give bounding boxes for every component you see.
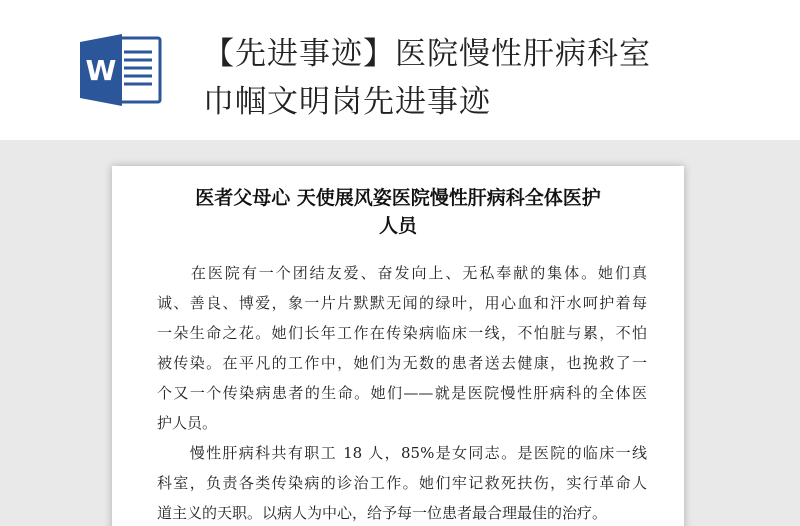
page-title-line-2: 巾帼文明岗先进事迹	[203, 84, 491, 120]
page-title-line-1: 【先进事迹】医院慢性肝病科室	[203, 36, 651, 72]
paragraph-line: 科室，负责各类传染病的诊治工作。她们牢记救死扶伤，实行革命人	[157, 474, 647, 492]
header	[0, 0, 800, 140]
document-page	[112, 166, 684, 526]
document-body	[157, 258, 647, 526]
paragraph-line: 个又一个传染病患者的生命。她们——就是医院慢性肝病科的全体医	[157, 384, 647, 402]
svg-text:W: W	[85, 54, 117, 87]
document-title	[112, 184, 684, 240]
page-title	[203, 30, 783, 126]
word-document-icon	[78, 32, 164, 108]
paragraph-1	[157, 258, 647, 438]
paragraph-line: 被传染。在平凡的工作中，她们为无数的患者送去健康，也挽救了一	[157, 354, 647, 372]
paragraph-line: 护人员。	[157, 414, 218, 432]
paragraph-line: 在医院有一个团结友爱、奋发向上、无私奉献的集体。她们真	[157, 264, 647, 282]
paragraph-line: 诚、善良、博爱，象一片片默默无闻的绿叶，用心血和汗水呵护着每	[157, 294, 647, 312]
paragraph-2	[157, 438, 647, 526]
paragraph-line: 慢性肝病科共有职工 18 人，85%是女同志。是医院的临床一线	[157, 444, 647, 462]
paragraph-line: 一朵生命之花。她们长年工作在传染病临床一线，不怕脏与累，不怕	[157, 324, 647, 342]
document-title-line-2: 人员	[378, 215, 417, 237]
paragraph-line: 道主义的天职。以病人为中心，给予每一位患者最合理最佳的治疗。	[157, 504, 608, 522]
document-title-line-1: 医者父母心 天使展风姿医院慢性肝病科全体医护	[195, 187, 601, 209]
